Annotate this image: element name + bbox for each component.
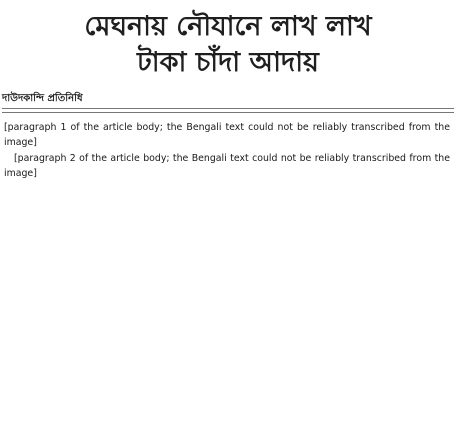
- article-paragraph-2: [paragraph 2 of the article body; the Bengali text could not be reliably transcribed from the image]: [4, 152, 450, 180]
- headline: [0, 10, 456, 80]
- byline-rule-thin: [2, 112, 454, 113]
- headline-line-1: মেঘনায় নৌযানে লাখ লাখ: [84, 11, 372, 42]
- article-paragraph-1: [paragraph 1 of the article body; the Bengali text could not be reliably transcribed from the image]: [4, 122, 450, 149]
- headline-line-2: টাকা চাঁদা আদায়: [137, 47, 319, 78]
- cut-off-previous-article-line: [2, 0, 442, 8]
- article-body: [4, 120, 450, 436]
- byline: দাউদকান্দি প্রতিনিধি: [2, 93, 83, 104]
- byline-rule: [2, 108, 454, 109]
